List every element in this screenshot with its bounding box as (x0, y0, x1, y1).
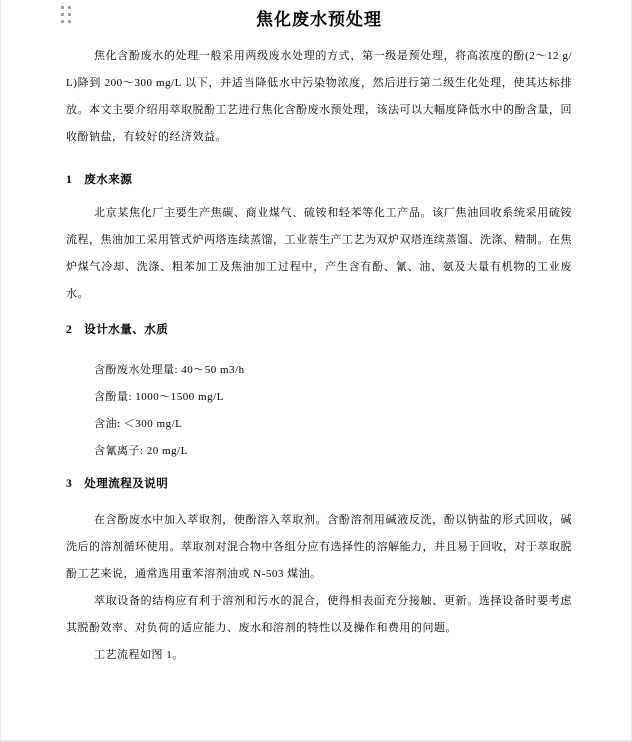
drag-handle-dot (68, 6, 71, 9)
section-3-paragraph-1: 在含酚废水中加入萃取剂，使酚溶入萃取剂。含酚溶剂用碱液反洗，酚以钠盐的形式回收，碱洗后的溶剂循环使用。萃取剂对混合物中各组分应有选择性的溶解能力，并且易于回收，对于萃取脱酚工艺来说，通常选用重苯溶剂油或 N-503 煤油。 (66, 514, 572, 580)
section-heading-1: 1 废水来源 (66, 174, 133, 186)
drag-handle-dot (68, 20, 71, 23)
spec-line-oil-content: 含油: ＜300 mg/L (94, 418, 183, 430)
section-1-paragraph: 北京某焦化厂主要生产焦碳、商业煤气、硫铵和轻苯等化工产品。该厂焦油回收系统采用硫铵流程，焦油加工采用管式炉两塔连续蒸馏，工业萘生产工艺为双炉双塔连续蒸馏、洗涤、精制。在焦炉煤气冷却、洗涤、粗苯加工及焦油加工过程中，产生含有酚、氰、油、氨及大量有机物的工业废水。 (66, 207, 572, 300)
spec-line-cyanide-content: 含氰离子: 20 mg/L (94, 445, 188, 457)
drag-handle-icon[interactable] (61, 6, 71, 23)
spec-line-water-volume: 含酚废水处理量: 40～50 m3/h (94, 364, 245, 376)
drag-handle-dot (61, 20, 64, 23)
intro-paragraph: 焦化含酚废水的处理一般采用两级废水处理的方式，第一级是预处理，将高浓度的酚(2～12 g/L)降到 200～300 mg/L 以下，并适当降低水中污染物浓度，然后进行第二级生化处理，使其达标排放。本文主要介绍用萃取脱酚工艺进行焦化含酚废水预处理，该法可以大幅度降低水中的酚含量，回收酚钠盐，有较好的经济效益。 (66, 50, 572, 143)
drag-handle-dot (68, 13, 71, 16)
section-heading-3: 3 处理流程及说明 (66, 478, 169, 490)
section-3-paragraph-3: 工艺流程如图 1。 (94, 649, 184, 661)
document-title: 焦化废水预处理 (256, 10, 382, 29)
drag-handle-dot (61, 13, 64, 16)
spec-list (66, 357, 572, 465)
document-content (66, 8, 572, 669)
spec-line-phenol-content: 含酚量: 1000～1500 mg/L (94, 391, 224, 403)
section-heading-2: 2 设计水量、水质 (66, 324, 169, 336)
drag-handle-dot (61, 6, 64, 9)
section-3-paragraph-2: 萃取设备的结构应有利于溶剂和污水的混合，使得相表面充分接触、更新。选择设备时要考虑其脱酚效率、对负荷的适应能力、废水和溶剂的特性以及操作和费用的问题。 (66, 595, 572, 634)
